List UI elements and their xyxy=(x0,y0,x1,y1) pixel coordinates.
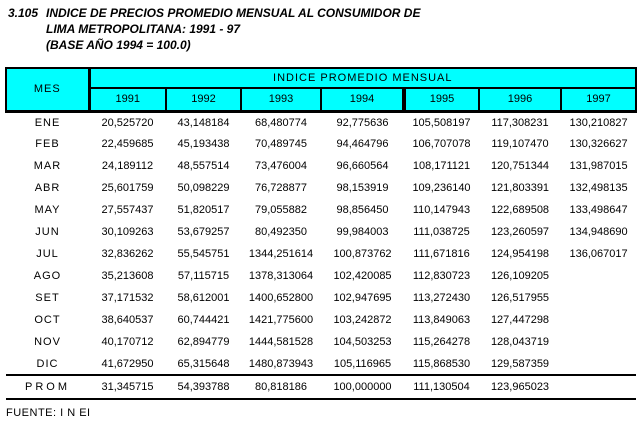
value-cell: 32,836262 xyxy=(101,248,154,260)
value-cell: 123,260597 xyxy=(490,226,550,238)
month-cell: AGO xyxy=(33,270,62,282)
mes-column-header: MES xyxy=(6,68,89,111)
table-row xyxy=(6,133,636,155)
value-cell: 68,480774 xyxy=(255,116,307,129)
value-cell: 122,689508 xyxy=(490,204,550,216)
year-header: 1997 xyxy=(561,88,636,111)
value-cell: 27,557437 xyxy=(101,204,154,216)
table-header xyxy=(6,68,636,111)
value-cell: 38,640537 xyxy=(101,314,154,326)
month-cell: JUL xyxy=(36,248,59,260)
value-cell: 24,189112 xyxy=(101,160,154,172)
year-header: 1993 xyxy=(241,88,321,111)
value-cell: 127,447298 xyxy=(490,314,550,326)
value-cell: 50,098229 xyxy=(177,182,230,194)
value-cell: 98,856450 xyxy=(336,204,389,216)
value-cell: 102,947695 xyxy=(333,292,392,304)
month-cell: DIC xyxy=(36,357,59,370)
years-header-row xyxy=(6,88,636,111)
value-cell xyxy=(561,353,636,375)
average-value-cell xyxy=(561,375,636,399)
value-cell xyxy=(561,287,636,309)
table-title xyxy=(8,5,420,53)
value-cell: 73,476004 xyxy=(255,160,307,172)
value-cell: 53,679257 xyxy=(177,226,230,238)
table-number: 3.105 xyxy=(8,6,39,20)
value-cell: 58,612001 xyxy=(177,292,230,304)
value-cell: 130,210827 xyxy=(569,116,628,129)
price-index-table xyxy=(5,67,637,400)
year-header: 1996 xyxy=(479,88,561,111)
value-cell: 48,557514 xyxy=(177,160,230,172)
value-cell: 37,171532 xyxy=(101,292,154,304)
value-cell xyxy=(561,265,636,287)
value-cell: 103,242872 xyxy=(333,314,392,326)
month-cell: ENE xyxy=(34,116,61,129)
average-value-cell: 80,818186 xyxy=(241,375,321,399)
table-row xyxy=(6,309,636,331)
value-cell: 25,601759 xyxy=(101,182,154,194)
table-body xyxy=(6,111,636,399)
value-cell: 35,213608 xyxy=(101,270,154,282)
month-cell: FEB xyxy=(35,138,60,150)
group-header: INDICE PROMEDIO MENSUAL xyxy=(89,68,636,88)
table-row xyxy=(6,287,636,309)
value-cell: 111,038725 xyxy=(413,226,470,238)
value-cell: 20,525720 xyxy=(101,116,154,129)
value-cell: 104,503253 xyxy=(333,336,392,348)
value-cell: 45,193438 xyxy=(177,138,230,150)
value-cell: 109,236140 xyxy=(412,182,471,194)
month-cell: MAR xyxy=(33,160,62,172)
average-value-cell: 100,000000 xyxy=(321,375,404,399)
value-cell: 128,043719 xyxy=(490,336,550,348)
average-label-cell: PROM xyxy=(6,375,89,399)
value-cell: 126,109205 xyxy=(490,270,550,282)
value-cell: 133,498647 xyxy=(569,204,628,216)
value-cell: 117,308231 xyxy=(491,116,549,129)
value-cell: 121,803391 xyxy=(490,182,550,194)
value-cell: 65,315648 xyxy=(177,357,230,370)
value-cell: 94,464796 xyxy=(336,138,389,150)
value-cell: 115,264278 xyxy=(412,336,471,348)
value-cell: 108,171121 xyxy=(412,160,471,172)
value-cell: 113,272430 xyxy=(412,292,471,304)
table-row xyxy=(6,111,636,133)
year-header: 1992 xyxy=(166,88,241,111)
value-cell: 1400,652800 xyxy=(248,292,314,304)
value-cell: 1444,581528 xyxy=(248,336,314,348)
value-cell: 80,492350 xyxy=(255,226,307,238)
value-cell: 30,109263 xyxy=(101,226,154,238)
month-cell: SET xyxy=(35,292,60,304)
year-header: 1991 xyxy=(89,88,166,111)
value-cell: 106,707078 xyxy=(412,138,471,150)
table-title-line-2: LIMA METROPOLITANA: 1991 - 97 xyxy=(46,22,241,36)
value-cell: 60,744421 xyxy=(177,314,230,326)
value-cell: 1344,251614 xyxy=(248,248,314,260)
value-cell: 76,728877 xyxy=(255,182,307,194)
table-row xyxy=(6,331,636,353)
value-cell: 43,148184 xyxy=(177,116,230,129)
month-cell: NOV xyxy=(34,336,61,348)
month-cell: MAY xyxy=(34,204,61,216)
value-cell: 100,873762 xyxy=(333,248,392,260)
value-cell: 40,170712 xyxy=(101,336,154,348)
table-row xyxy=(6,155,636,177)
year-header: 1994 xyxy=(321,88,404,111)
table-row xyxy=(6,221,636,243)
value-cell: 126,517955 xyxy=(490,292,550,304)
month-cell: ABR xyxy=(34,182,61,194)
table-row xyxy=(6,353,636,375)
value-cell: 136,067017 xyxy=(569,248,628,260)
value-cell: 22,459685 xyxy=(101,138,154,150)
average-value-cell: 111,130504 xyxy=(404,375,479,399)
value-cell: 131,987015 xyxy=(569,160,628,172)
value-cell: 79,055882 xyxy=(255,204,307,216)
value-cell: 130,326627 xyxy=(569,138,628,150)
table-title-line-1: INDICE DE PRECIOS PROMEDIO MENSUAL AL CONSUMIDOR DE xyxy=(46,6,421,20)
value-cell: 115,868530 xyxy=(412,357,471,370)
value-cell: 41,672950 xyxy=(101,357,154,370)
value-cell xyxy=(561,309,636,331)
value-cell: 119,107470 xyxy=(491,138,549,150)
value-cell: 124,954198 xyxy=(490,248,550,260)
table-title-lines xyxy=(46,5,420,53)
group-header-row xyxy=(6,68,636,88)
value-cell: 120,751344 xyxy=(490,160,550,172)
value-cell: 102,420085 xyxy=(333,270,392,282)
value-cell: 1378,313064 xyxy=(248,270,314,282)
table-row xyxy=(6,199,636,221)
value-cell: 51,820517 xyxy=(177,204,230,216)
value-cell: 62,894779 xyxy=(177,336,230,348)
value-cell: 55,545751 xyxy=(177,248,230,260)
average-row xyxy=(6,375,636,399)
value-cell: 98,153919 xyxy=(336,182,389,194)
value-cell: 57,115715 xyxy=(177,270,230,282)
table-title-line-3: (BASE AÑO 1994 = 100.0) xyxy=(46,38,191,52)
value-cell: 92,775636 xyxy=(336,116,389,129)
value-cell: 129,587359 xyxy=(490,357,550,370)
value-cell: 99,984003 xyxy=(336,226,389,238)
value-cell: 112,830723 xyxy=(412,270,471,282)
value-cell: 111,671816 xyxy=(413,248,470,260)
value-cell: 110,147943 xyxy=(412,204,471,216)
value-cell: 70,489745 xyxy=(255,138,307,150)
value-cell: 96,660564 xyxy=(336,160,389,172)
table-row xyxy=(6,177,636,199)
value-cell: 113,849063 xyxy=(412,314,471,326)
value-cell: 1421,775600 xyxy=(248,314,314,326)
value-cell: 132,498135 xyxy=(569,182,628,194)
average-value-cell: 31,345715 xyxy=(89,375,166,399)
table-row xyxy=(6,265,636,287)
month-cell: OCT xyxy=(34,314,61,326)
value-cell: 105,116965 xyxy=(333,357,392,370)
average-value-cell: 123,965023 xyxy=(479,375,561,399)
value-cell: 134,948690 xyxy=(569,226,628,238)
value-cell: 1480,873943 xyxy=(248,357,314,370)
value-cell xyxy=(561,331,636,353)
average-value-cell: 54,393788 xyxy=(166,375,241,399)
year-header: 1995 xyxy=(404,88,479,111)
month-cell: JUN xyxy=(35,226,60,238)
table-row xyxy=(6,243,636,265)
source-note: FUENTE: I N EI xyxy=(6,407,91,419)
value-cell: 105,508197 xyxy=(412,116,471,129)
